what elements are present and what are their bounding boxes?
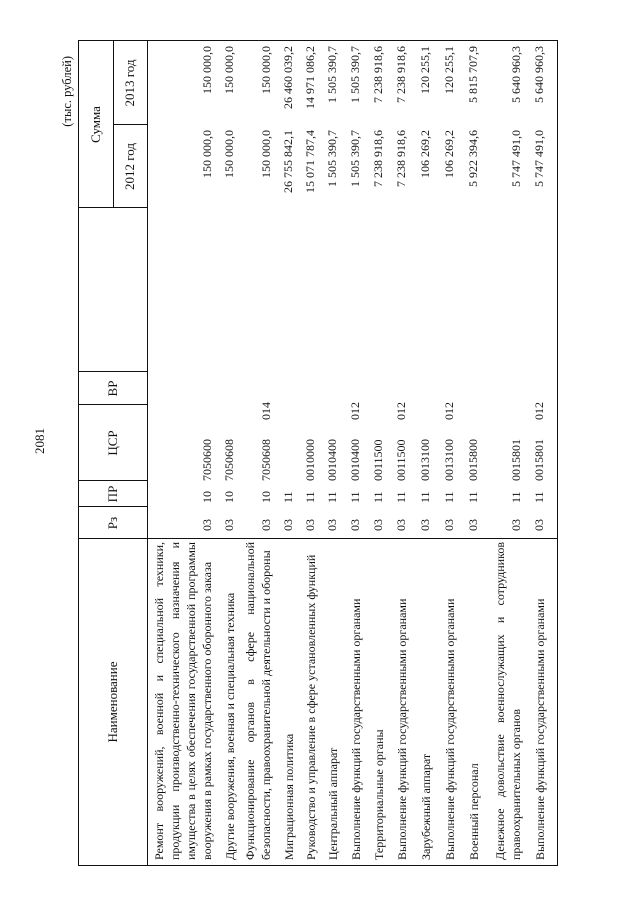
row-7-y2012: 7 238 918,6 (371, 130, 385, 187)
row-13-pr: 11 (532, 491, 546, 503)
row-2-y2013: 150 000,0 (259, 46, 273, 94)
header-vr: ВР (105, 380, 120, 397)
row-7-y2013: 7 238 918,6 (371, 46, 385, 103)
row-5-rz: 03 (325, 519, 339, 531)
row-0-pr: 10 (200, 491, 214, 503)
row-1-rz: 03 (222, 519, 236, 531)
row-5-y2013: 1 505 390,7 (325, 46, 339, 103)
row-7-rz: 03 (371, 519, 385, 531)
row-11-name: Военный персонал (467, 763, 481, 860)
row-9-y2012: 106 269,2 (418, 130, 432, 178)
row-6-name: Выполнение функций государственными органами (349, 598, 363, 860)
row-8-csr: 0011500 (394, 439, 408, 481)
row-10-pr: 11 (442, 491, 456, 503)
row-7-pr: 11 (371, 491, 385, 503)
row-3-y2012: 26 755 842,1 (281, 130, 295, 193)
header-csr: ЦСР (105, 430, 120, 456)
row-8-vr: 012 (394, 402, 408, 420)
row-1-pr: 10 (222, 491, 236, 503)
row-8-rz: 03 (394, 519, 408, 531)
row-12-name: Денежное довольствие военнослужащих и сотрудников правоохранительных органов (493, 542, 523, 860)
row-7-csr: 0011500 (371, 439, 385, 481)
row-9-csr: 0013100 (418, 439, 432, 481)
row-10-y2013: 120 255,1 (442, 46, 456, 94)
row-8-name: Выполнение функций государственными органами (395, 598, 409, 860)
header-rule (147, 41, 148, 865)
row-4-name: Руководство и управление в сфере установленных функций (304, 554, 318, 860)
row-2-pr: 10 (259, 491, 273, 503)
row-9-name: Зарубежный аппарат (419, 753, 433, 860)
budget-table (78, 40, 558, 866)
row-3-name: Миграционная политика (282, 733, 296, 860)
row-9-y2013: 120 255,1 (418, 46, 432, 94)
row-11-pr: 11 (466, 491, 480, 503)
row-12-rz: 03 (509, 519, 523, 531)
row-12-pr: 11 (509, 491, 523, 503)
rotated-table-region (60, 36, 558, 866)
row-2-y2012: 150 000,0 (259, 130, 273, 178)
row-12-y2012: 5 747 491,0 (509, 130, 523, 187)
row-13-rz: 03 (532, 519, 546, 531)
row-4-pr: 11 (303, 491, 317, 503)
col-rule-name (79, 538, 557, 539)
row-1-y2013: 150 000,0 (222, 46, 236, 94)
row-2-vr: 014 (259, 402, 273, 420)
row-8-y2012: 7 238 918,6 (394, 130, 408, 187)
row-5-csr: 0010400 (325, 439, 339, 481)
header-pr: ПР (105, 485, 120, 503)
units-note: (тыс. рублей) (60, 56, 74, 127)
row-13-y2012: 5 747 491,0 (532, 130, 546, 187)
row-6-vr: 012 (348, 402, 362, 420)
row-3-rz: 03 (281, 519, 295, 531)
row-4-y2012: 15 071 787,4 (303, 130, 317, 193)
row-2-csr: 7050608 (259, 439, 273, 481)
row-11-csr: 0015800 (466, 439, 480, 481)
row-2-rz: 03 (259, 519, 273, 531)
row-9-pr: 11 (418, 491, 432, 503)
row-8-y2013: 7 238 918,6 (394, 46, 408, 103)
row-10-name: Выполнение функций государственными органами (443, 598, 457, 860)
row-8-pr: 11 (394, 491, 408, 503)
row-10-csr: 0013100 (442, 439, 456, 481)
row-11-rz: 03 (466, 519, 480, 531)
row-0-name: Ремонт вооружений, военной и специальной техники, продукции производственно-технического назначения и имущества в целях обеспечения государственной программы вооружения в рамках государственного оборонного заказа (152, 542, 214, 860)
row-10-vr: 012 (442, 402, 456, 420)
row-0-y2012: 150 000,0 (200, 130, 214, 178)
row-0-csr: 7050600 (200, 439, 214, 481)
row-12-csr: 0015801 (509, 439, 523, 481)
row-3-pr: 11 (281, 491, 295, 503)
row-6-rz: 03 (348, 519, 362, 531)
page-number: 2081 (32, 428, 47, 454)
row-4-rz: 03 (303, 519, 317, 531)
header-name: Наименование (105, 661, 120, 743)
row-2-name: Функционирование органов в сфере национальной безопасности, правоохранительной деятельности и обороны (243, 542, 273, 860)
row-6-csr: 0010400 (348, 439, 362, 481)
row-4-csr: 0010000 (303, 439, 317, 481)
header-sum: Сумма (88, 106, 103, 143)
row-3-y2013: 26 460 039,2 (281, 46, 295, 109)
row-11-y2012: 5 922 394,6 (466, 130, 480, 187)
row-1-y2012: 150 000,0 (222, 130, 236, 178)
row-13-csr: 0015801 (532, 439, 546, 481)
row-13-y2013: 5 640 960,3 (532, 46, 546, 103)
header-rz: Рз (105, 516, 120, 530)
row-5-pr: 11 (325, 491, 339, 503)
row-12-y2013: 5 640 960,3 (509, 46, 523, 103)
row-6-pr: 11 (348, 491, 362, 503)
row-13-name: Выполнение функций государственными органами (533, 598, 547, 860)
row-0-rz: 03 (200, 519, 214, 531)
row-10-rz: 03 (442, 519, 456, 531)
header-2013: 2013 год (122, 59, 137, 107)
row-7-name: Территориальные органы (372, 729, 386, 860)
header-2012: 2012 год (122, 143, 137, 190)
row-4-y2013: 14 971 086,2 (303, 46, 317, 109)
row-13-vr: 012 (532, 402, 546, 420)
row-0-y2013: 150 000,0 (200, 46, 214, 94)
row-5-name: Центральный аппарат (326, 747, 340, 860)
row-5-y2012: 1 505 390,7 (325, 130, 339, 187)
row-6-y2012: 1 505 390,7 (348, 130, 362, 187)
row-10-y2012: 106 269,2 (442, 130, 456, 178)
row-6-y2013: 1 505 390,7 (348, 46, 362, 103)
row-11-y2013: 5 815 707,9 (466, 46, 480, 103)
row-1-name: Другие вооружения, военная и специальная техника (223, 592, 237, 860)
row-9-rz: 03 (418, 519, 432, 531)
row-1-csr: 7050608 (222, 439, 236, 481)
